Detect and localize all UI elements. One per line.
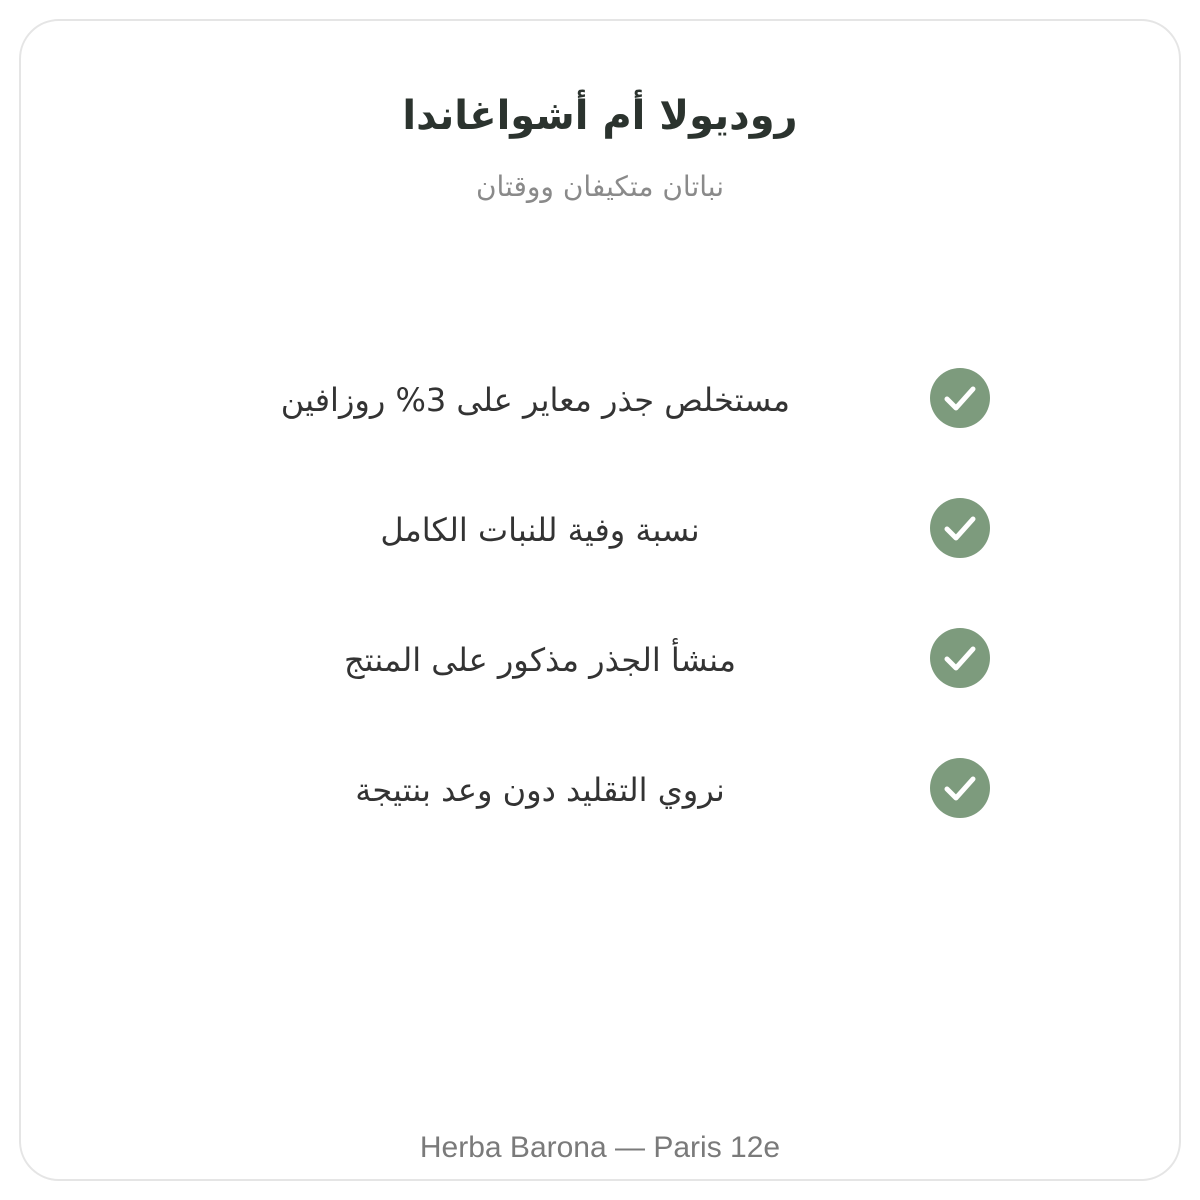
check-icon <box>930 368 990 428</box>
page-title: روديولا أم أشواغاندا <box>402 93 798 139</box>
check-icon <box>930 758 990 818</box>
check-icon <box>930 498 990 558</box>
footer-text: Herba Barona — Paris 12e <box>419 1131 781 1164</box>
checklist-item-text: نروي التقليد دون وعد بنتيجة <box>355 771 725 809</box>
checklist-item-text: منشأ الجذر مذكور على المنتج <box>344 641 736 679</box>
checklist-item-text: مستخلص جذر معاير على 3% روزافين <box>280 381 790 419</box>
check-icon <box>930 628 990 688</box>
page-subtitle: نباتان متكيفان ووقتان <box>475 170 725 203</box>
checklist-item-text: نسبة وفية للنبات الكامل <box>380 511 700 549</box>
